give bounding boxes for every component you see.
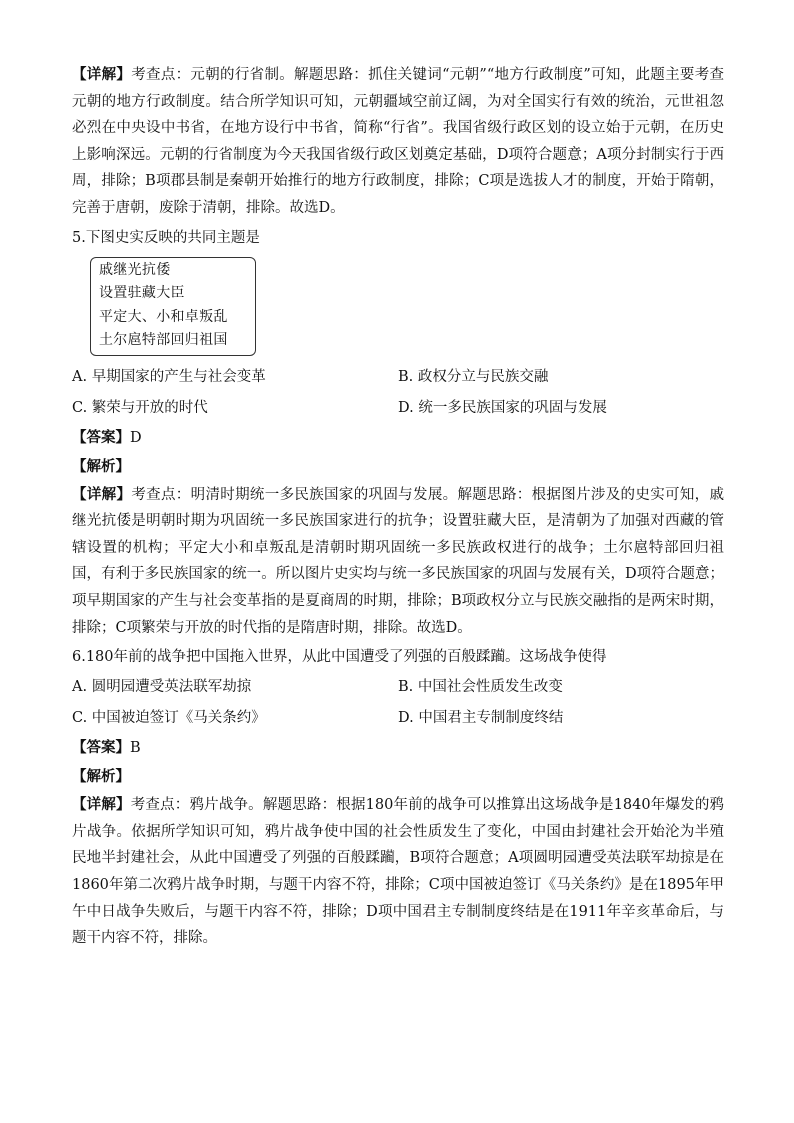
q6-options	[72, 672, 724, 734]
answer-tag: 【答案】	[72, 740, 130, 757]
box-item: 土尔扈特部回归祖国	[99, 332, 228, 349]
option-c: C. 中国被迫签订《马关条约》	[72, 710, 266, 727]
box-item: 平定大、小和卓叛乱	[99, 308, 228, 325]
document-page	[72, 62, 724, 952]
q5-stem: 5.下图史实反映的共同主题是	[72, 229, 260, 246]
q6-analysis-heading	[72, 763, 724, 792]
q4-explanation	[72, 62, 724, 222]
box-item: 设置驻藏大臣	[99, 285, 185, 302]
option-c: C. 繁荣与开放的时代	[72, 399, 208, 416]
option-b: B. 中国社会性质发生改变	[398, 679, 563, 696]
explain-tag: 【详解】	[72, 486, 132, 503]
analysis-tag: 【解析】	[72, 458, 130, 475]
explain-tag: 【详解】	[72, 797, 131, 814]
q5-analysis-heading	[72, 453, 724, 482]
q5-explanation	[72, 482, 724, 642]
box-item: 戚继光抗倭	[99, 261, 171, 278]
q6-answer	[72, 734, 724, 763]
q6-explanation	[72, 792, 724, 952]
explain-tag: 【详解】	[72, 67, 132, 83]
option-d: D. 统一多民族国家的巩固与发展	[398, 399, 607, 416]
q5-options	[72, 362, 724, 424]
explain-text: 考查点：明清时期统一多民族国家的巩固与发展。解题思路：根据图片涉及的史实可知，戚继光抗倭是明朝时期为巩固统一多民族国家进行的抗争；设置驻藏大臣，是清朝为了加强对西藏的管辖设置的机构；平定大小和卓叛乱是清朝时期巩固统一多民族政权进行的战争；土尔扈特部回归祖国，有利于多民族国家的统一。所以图片史实均与统一多民族国家的巩固与发展有关，D项符合题意；项早期国家的产生与社会变革指的是夏商周的时期，排除；B项政权分立与民族交融指的是两宋时期，排除；C项繁荣与开放的时代指的是隋唐时期，排除。故选D。	[72, 486, 725, 636]
q5-answer	[72, 424, 724, 453]
answer-tag: 【答案】	[72, 429, 130, 446]
q6-stem: 6.180年前的战争把中国拖入世界，从此中国遭受了列强的百般蹂躏。这场战争使得	[72, 649, 607, 666]
option-a: A. 早期国家的产生与社会变革	[72, 368, 266, 385]
explain-text: 考查点：鸦片战争。解题思路：根据180年前的战争可以推算出这场战争是1840年爆发的鸦片战争。依据所学知识可知，鸦片战争使中国的社会性质发生了变化，中国由封建社会开始沦为半殖民地半封建社会，从此中国遭受了列强的百般蹂躏，B项符合题意；A项圆明园遭受英法联军劫掠是在1860年第二次鸦片战争时期，与题干内容不符，排除；C项中国被迫签订《马关条约》是在1895年甲午中日战争失败后，与题干内容不符，排除；D项中国君主专制制度终结是在1911年辛亥革命后，与题干内容不符，排除。	[72, 797, 725, 947]
explain-text: 考查点：元朝的行省制。解题思路：抓住关键词“元朝”“地方行政制度”可知，此题主要考查元朝的地方行政制度。结合所学知识可知，元朝疆域空前辽阔，为对全国实行有效的统治，元世祖忽必烈在中央设中书省，在地方设行中书省，简称“行省”。我国省级行政区划的设立始于元朝，在历史上影响深远。元朝的行省制度为今天我国省级行政区划奠定基础，D项符合题意；A项分封制实行于西周，排除；B项郡县制是秦朝开始推行的地方行政制度，排除；C项是选拔人才的制度，开始于隋朝，完善于唐朝，废除于清朝，排除。故选D。	[72, 67, 724, 216]
answer-value: B	[130, 740, 141, 757]
analysis-tag: 【解析】	[72, 769, 130, 786]
q5-figure-box	[90, 257, 256, 356]
answer-value: D	[130, 429, 142, 446]
option-d: D. 中国君主专制制度终结	[398, 710, 564, 727]
option-b: B. 政权分立与民族交融	[398, 368, 549, 385]
option-a: A. 圆明园遭受英法联军劫掠	[72, 679, 252, 696]
